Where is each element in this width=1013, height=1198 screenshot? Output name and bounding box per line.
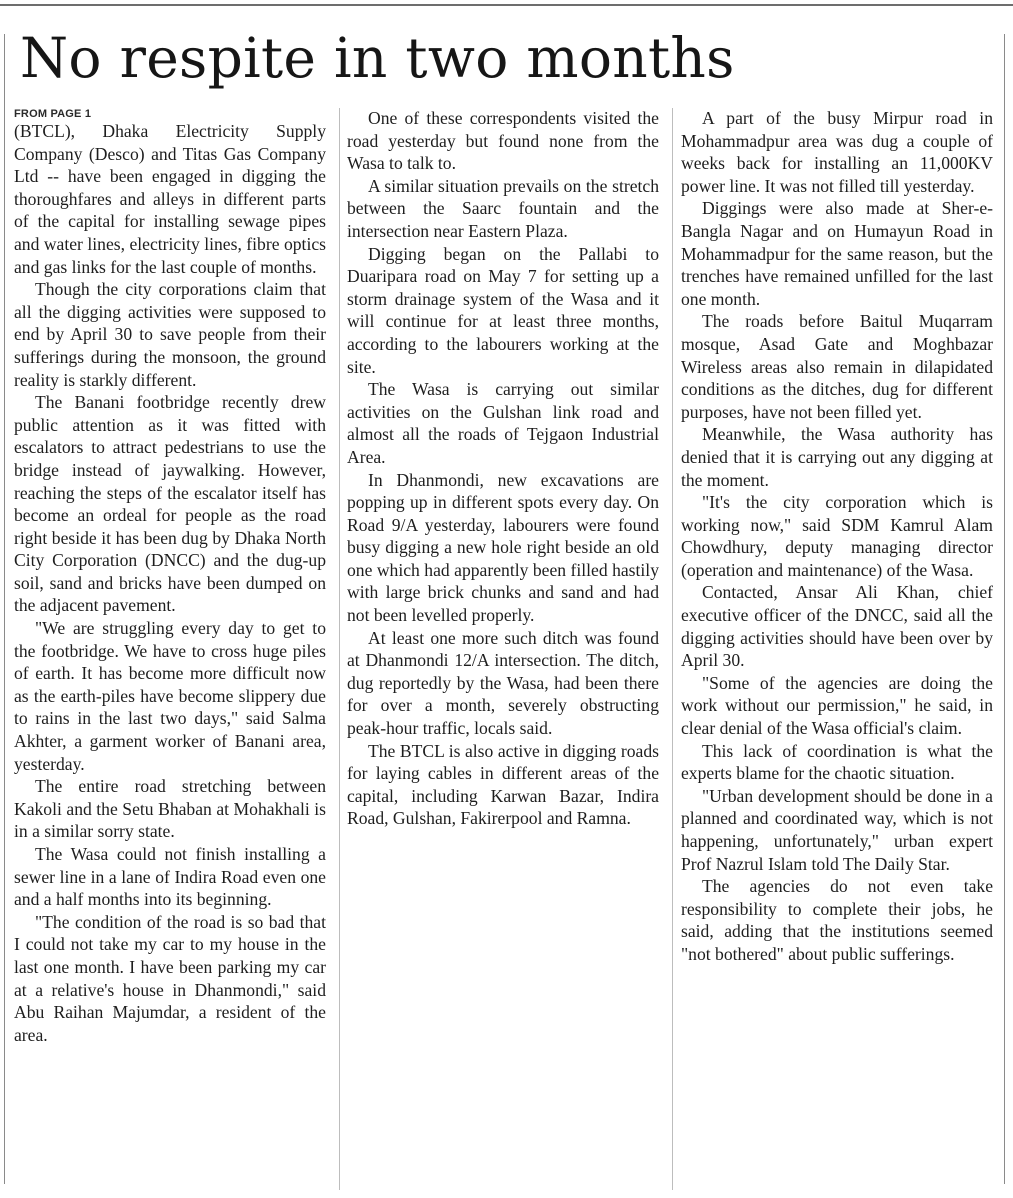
paragraph: One of these correspondents visited the road yesterday but found none from the Wasa to talk to. <box>347 108 659 174</box>
paragraph: A similar situation prevails on the stretch between the Saarc fountain and the intersection near Eastern Plaza. <box>347 175 659 241</box>
column-rule <box>339 108 340 1190</box>
paragraph: Though the city corporations claim that all the digging activities were supposed to end by April 30 to save people from their sufferings during the monsoon, the ground reality is starkly different. <box>14 279 326 390</box>
from-page-label: FROM PAGE 1 <box>14 108 92 120</box>
paragraph: The entire road stretching between Kakoli and the Setu Bhaban at Mohakhali is in a similar sorry state. <box>14 776 326 842</box>
paragraph: "Some of the agencies are doing the work without our permission," he said, in clear denial of the Wasa official's claim. <box>681 672 993 739</box>
paragraph: (BTCL), Dhaka Electricity Supply Company (Desco) and Titas Gas Company Ltd -- have been engaged in digging the thoroughfares and alleys in different parts of the capital for installing sewage pipes and water lines, electricity lines, fibre optics and gas links for the last couple of months. <box>14 121 326 277</box>
headline: No respite in two months <box>20 26 735 90</box>
paragraph: Meanwhile, the Wasa authority has denied that it is carrying out any digging at the moment. <box>681 424 993 490</box>
paragraph: The BTCL is also active in digging roads for laying cables in different areas of the capital, including Karwan Bazar, Indira Road, Gulshan, Fakirerpool and Ramna. <box>347 740 659 829</box>
paragraph: "The condition of the road is so bad that I could not take my car to my house in the last one month. I have been parking my car at a relative's house in Dhanmondi," said Abu Raihan Majumdar, a resident of the area. <box>14 911 326 1045</box>
paragraph: A part of the busy Mirpur road in Mohammadpur area was dug a couple of weeks back for installing an 11,000KV power line. It was not filled till yesterday. <box>681 108 993 196</box>
paragraph: "It's the city corporation which is working now," said SDM Kamrul Alam Chowdhury, deputy managing director (operation and maintenance) of the Wasa. <box>681 492 993 580</box>
paragraph: This lack of coordination is what the experts blame for the chaotic situation. <box>681 740 993 784</box>
paragraph: "We are struggling every day to get to the footbridge. We have to cross huge piles of earth. It has become more difficult now as the earth-piles have become slippery due to rains in the last two days," said Salma Akhter, a garment worker of Banani area, yesterday. <box>14 618 326 774</box>
right-border <box>1004 34 1005 1184</box>
paragraph: The roads before Baitul Muqarram mosque, Asad Gate and Moghbazar Wireless areas also remain in dilapidated conditions as the ditches, dug for different purposes, have not been filled yet. <box>681 311 993 422</box>
paragraph: Digging began on the Pallabi to Duaripara road on May 7 for setting up a storm drainage system of the Wasa and it will continue for at least three months, according to the labourers working at the site. <box>347 243 659 377</box>
left-border <box>4 34 5 1184</box>
paragraph: The Wasa is carrying out similar activities on the Gulshan link road and almost all the roads of Tejgaon Industrial Area. <box>347 379 659 467</box>
paragraph: In Dhanmondi, new excavations are popping up in different spots every day. On Road 9/A yesterday, labourers were found busy digging a new hole right beside an old one which had apparently been filled hastily with large brick chunks and sand and had not been levelled properly. <box>347 469 659 626</box>
paragraph: The Wasa could not finish installing a sewer line in a lane of Indira Road even one and a half months into its beginning. <box>14 844 326 910</box>
paragraph: The agencies do not even take responsibility to complete their jobs, he said, adding that the institutions seemed "not bothered" about public sufferings. <box>681 876 993 964</box>
paragraph: "Urban development should be done in a planned and coordinated way, which is not happening, unfortunately," urban expert Prof Nazrul Islam told The Daily Star. <box>681 785 993 874</box>
column-rule <box>672 108 673 1190</box>
column-2 <box>347 107 659 1187</box>
column-3 <box>681 107 993 1187</box>
top-rule <box>0 4 1013 6</box>
paragraph: Diggings were also made at Sher-e-Bangla Nagar and on Humayun Road in Mohammadpur for the same reason, but the trenches have remained unfilled for the last one month. <box>681 198 993 309</box>
paragraph: At least one more such ditch was found at Dhanmondi 12/A intersection. The ditch, dug reportedly by the Wasa, had been there for over a month, severely obstructing peak-hour traffic, locals said. <box>347 627 659 739</box>
column-1 <box>14 107 326 1187</box>
paragraph: The Banani footbridge recently drew public attention as it was fitted with escalators to attract pedestrians to use the bridge instead of jaywalking. However, reaching the steps of the escalator itself has become an ordeal for people as the road right beside it has been dug by Dhaka North City Corporation (DNCC) and the dug-up soil, sand and bricks have been dumped on the adjacent pavement. <box>14 392 326 616</box>
paragraph: Contacted, Ansar Ali Khan, chief executive officer of the DNCC, said all the digging activities should have been over by April 30. <box>681 582 993 671</box>
